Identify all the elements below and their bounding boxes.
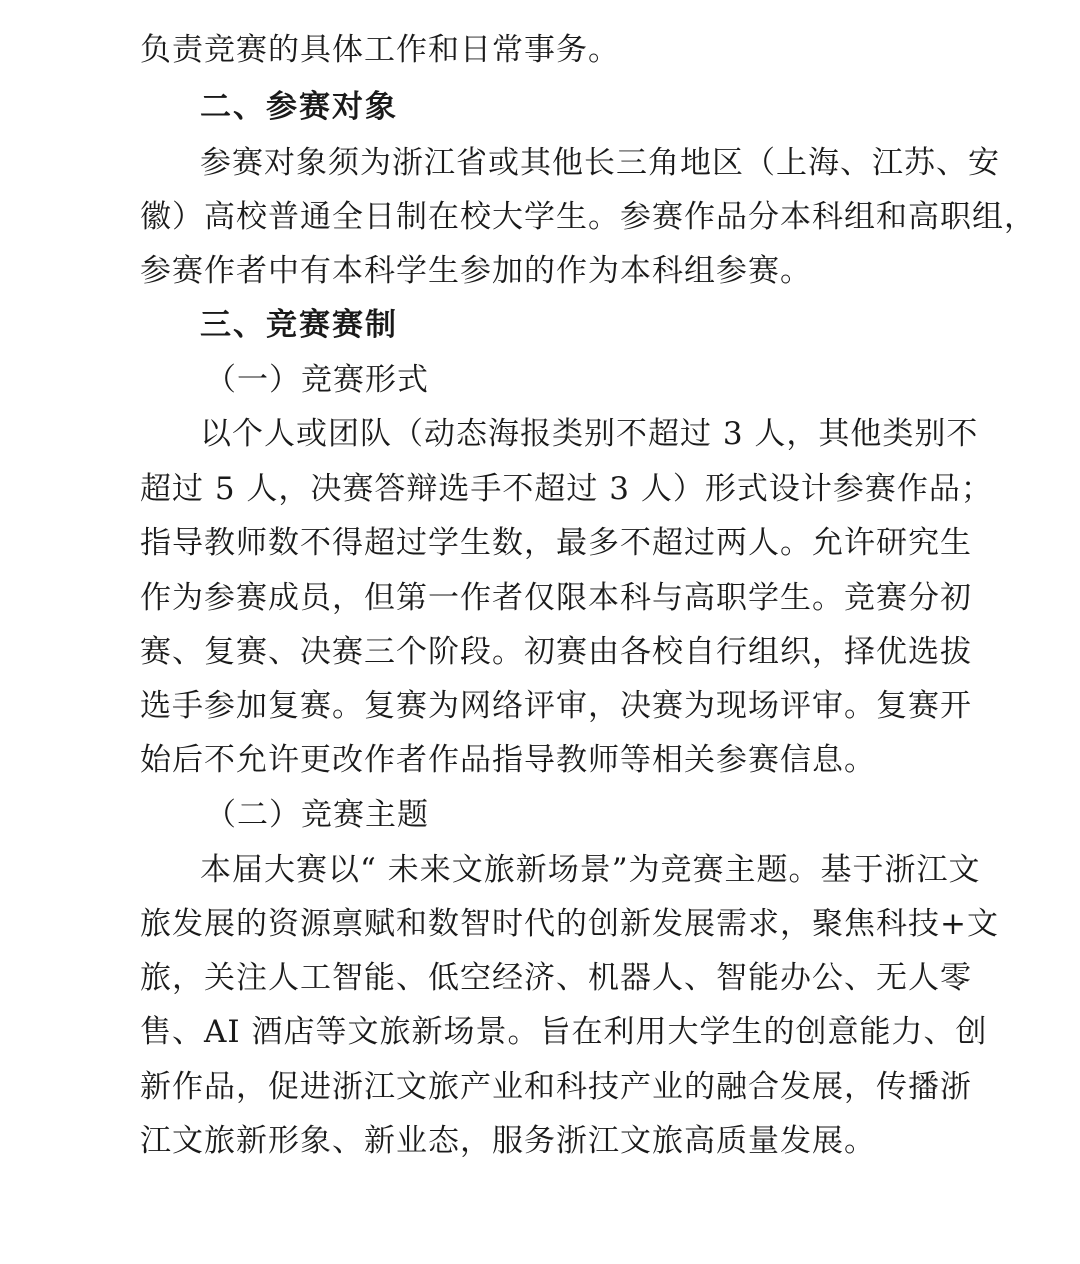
- paragraph-line: 以个人或团队（动态海报类别不超过 3 人，其他类别不: [200, 416, 979, 452]
- paragraph-line: 旅，关注人工智能、低空经济、机器人、智能办公、无人零: [140, 960, 972, 996]
- paragraph-line: 选手参加复赛。复赛为网络评审，决赛为现场评审。复赛开: [140, 688, 972, 724]
- paragraph-line: 赛、复赛、决赛三个阶段。初赛由各校自行组织，择优选拔: [140, 634, 972, 670]
- paragraph-line: 作为参赛成员，但第一作者仅限本科与高职学生。竞赛分初: [140, 580, 972, 616]
- section-heading-format: 三、竞赛赛制: [200, 307, 398, 343]
- subsection-heading-form: （一）竞赛形式: [205, 362, 429, 398]
- paragraph-line: 江文旅新形象、新业态，服务浙江文旅高质量发展。: [140, 1123, 876, 1159]
- paragraph-line: 超过 5 人，决赛答辩选手不超过 3 人）形式设计参赛作品；: [140, 471, 993, 507]
- paragraph-line: 售、AI 酒店等文旅新场景。旨在利用大学生的创意能力、创: [140, 1014, 988, 1050]
- paragraph-line: 新作品，促进浙江文旅产业和科技产业的融合发展，传播浙: [140, 1069, 972, 1105]
- paragraph-line: 指导教师数不得超过学生数，最多不超过两人。允许研究生: [140, 525, 972, 561]
- paragraph-line: 参赛作者中有本科学生参加的作为本科组参赛。: [140, 253, 812, 289]
- paragraph-line: 参赛对象须为浙江省或其他长三角地区（上海、江苏、安: [200, 145, 1000, 181]
- section-heading-participants: 二、参赛对象: [200, 89, 398, 125]
- paragraph-line: 负责竞赛的具体工作和日常事务。: [140, 32, 620, 68]
- paragraph-line: 始后不允许更改作者作品指导教师等相关参赛信息。: [140, 742, 876, 778]
- paragraph-line: 徽）高校普通全日制在校大学生。参赛作品分本科组和高职组，: [140, 199, 1036, 235]
- subsection-heading-theme: （二）竞赛主题: [205, 797, 429, 833]
- paragraph-line: 旅发展的资源禀赋和数智时代的创新发展需求，聚焦科技+文: [140, 906, 999, 942]
- paragraph-line: 本届大赛以“ 未来文旅新场景”为竞赛主题。基于浙江文: [200, 852, 981, 888]
